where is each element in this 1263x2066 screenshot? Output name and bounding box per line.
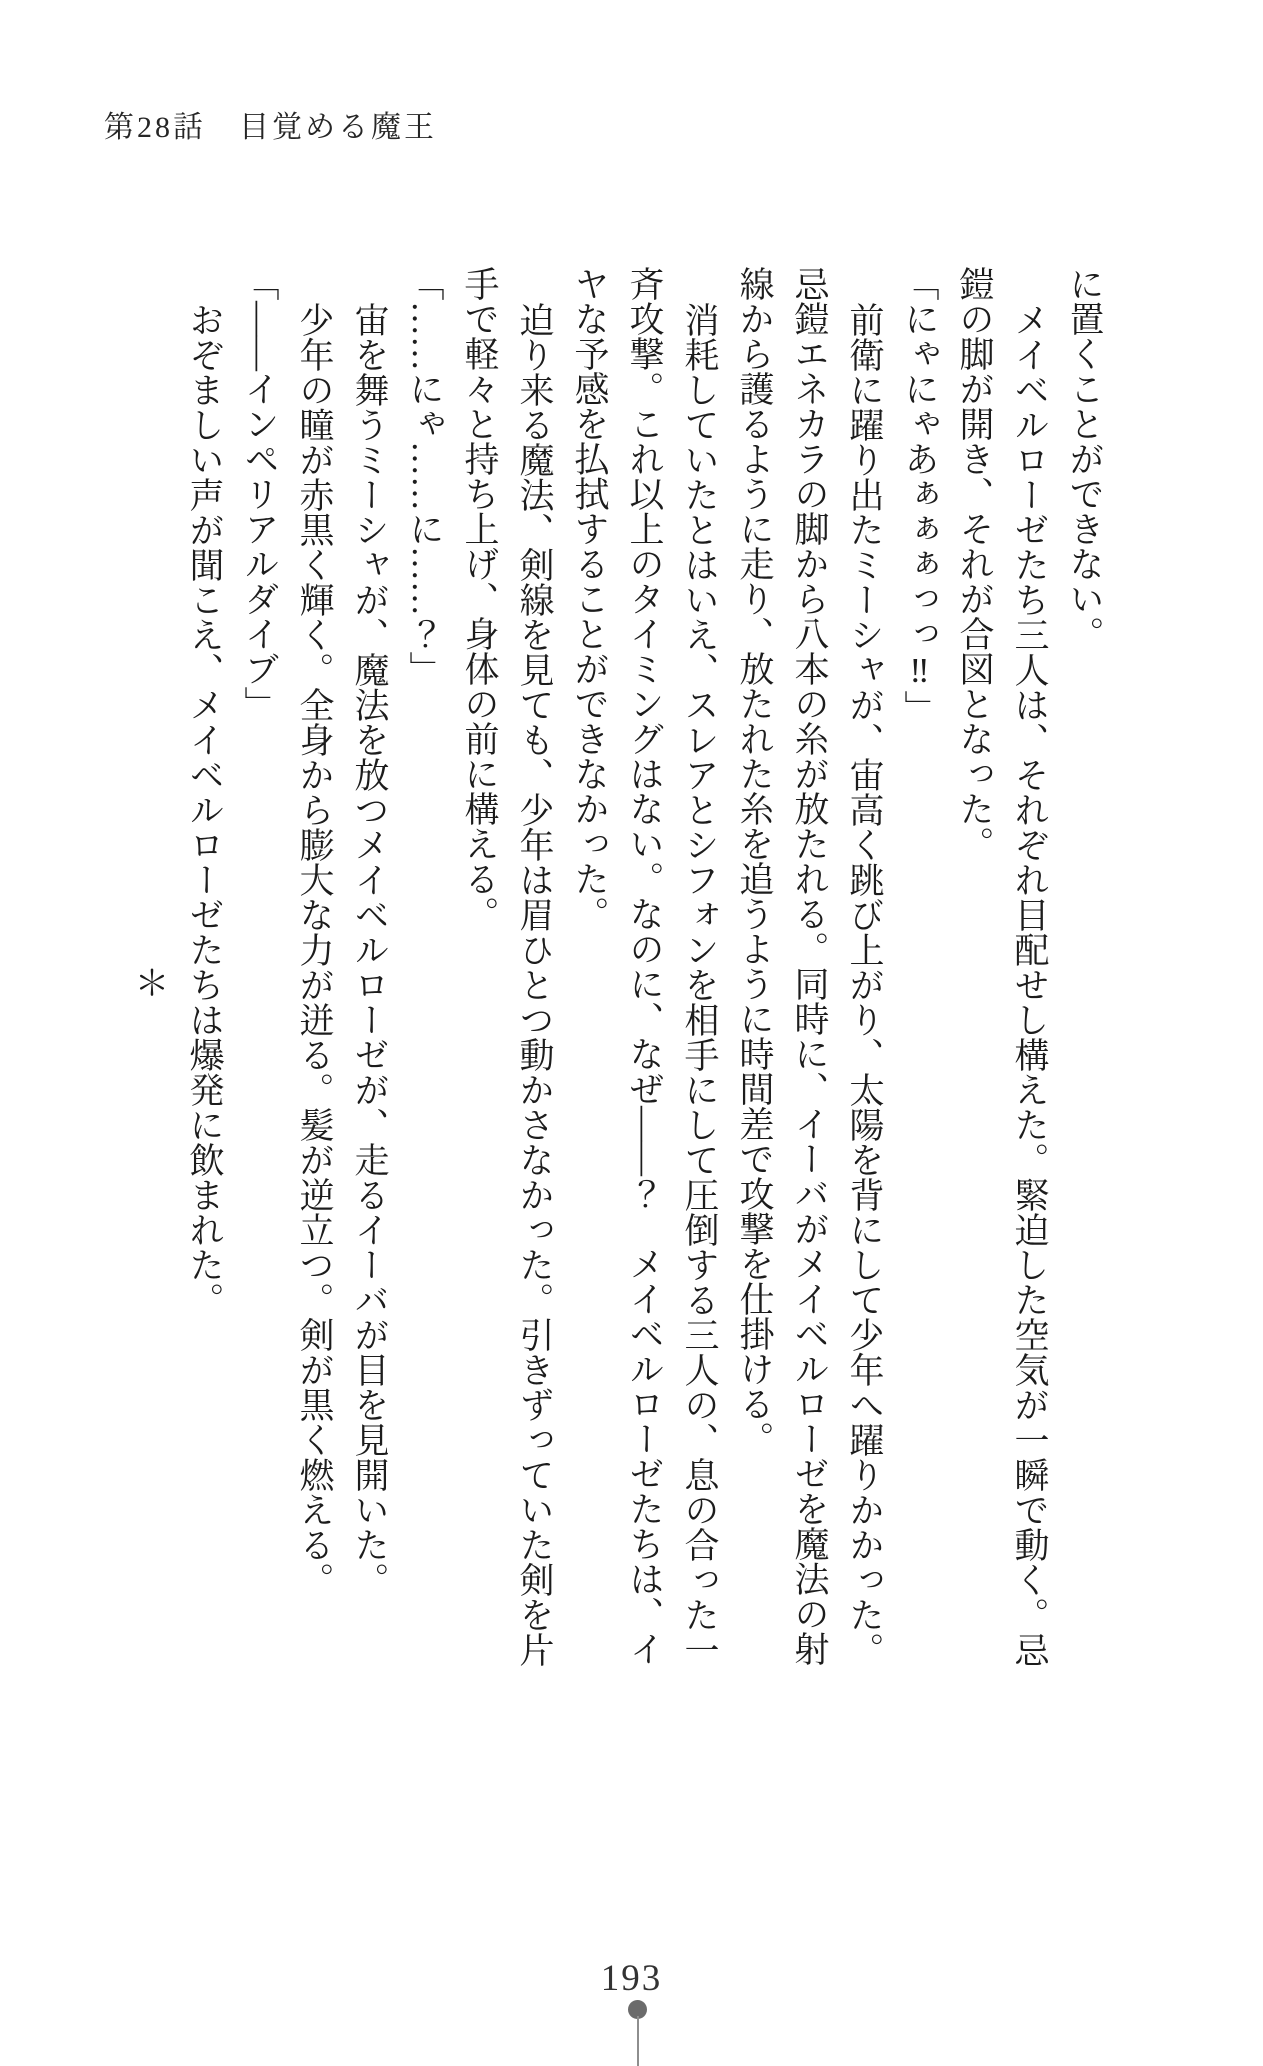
scene-break-mark: ＊: [130, 964, 169, 1000]
text-column: メイベルローゼたち三人は、それぞれ目配せし構えた。緊迫した空気が一瞬で動く。忌: [1010, 302, 1049, 1667]
text-column: 迫り来る魔法、剣線を見ても、少年は眉ひとつ動かさなかった。引きずっていた剣を片: [515, 302, 554, 1667]
text-column: 宙を舞うミーシャが、魔法を放つメイベルローゼが、走るイーバが目を見開いた。: [350, 302, 389, 1597]
text-column: 線から護るように走り、放たれた糸を追うように時間差で攻撃を仕掛ける。: [735, 266, 774, 1456]
text-column: 少年の瞳が赤黒く輝く。全身から膨大な力が迸る。髪が逆立つ。剣が黒く燃える。: [295, 302, 334, 1597]
text-column: に置くことができない。: [1065, 266, 1104, 651]
text-column: 斉攻撃。これ以上のタイミングはない。なのに、なぜ――？ メイベルローゼたちは、イ: [625, 266, 664, 1666]
text-column: 消耗していたとはいえ、スレアとシフォンを相手にして圧倒する三人の、息の合った一: [680, 302, 719, 1667]
chapter-running-head: 第28話 目覚める魔王: [104, 111, 437, 144]
dialogue-line: 「……にゃ……に……？」: [405, 266, 444, 686]
footer-line-ornament: [637, 2016, 639, 2066]
text-column: 前衛に躍り出たミーシャが、宙高く跳び上がり、太陽を背にして少年へ躍りかかった。: [845, 302, 884, 1667]
main-text-block: [122, 266, 1112, 1698]
dialogue-line: 「にゃにゃあぁぁぁっっ‼」: [900, 266, 939, 725]
text-column: 鎧の脚が開き、それが合図となった。: [955, 266, 994, 861]
text-column: 忌鎧エネカラの脚から八本の糸が放たれる。同時に、イーバがメイベルローゼを魔法の射: [790, 266, 829, 1666]
page-number: 193: [600, 1958, 663, 1999]
text-column: おぞましい声が聞こえ、メイベルローゼたちは爆発に飲まれた。: [185, 302, 224, 1317]
dialogue-line: 「――インペリアルダイブ」: [240, 266, 279, 721]
text-column: ヤな予感を払拭することができなかった。: [570, 266, 609, 931]
text-column: 手で軽々と持ち上げ、身体の前に構える。: [460, 266, 499, 931]
